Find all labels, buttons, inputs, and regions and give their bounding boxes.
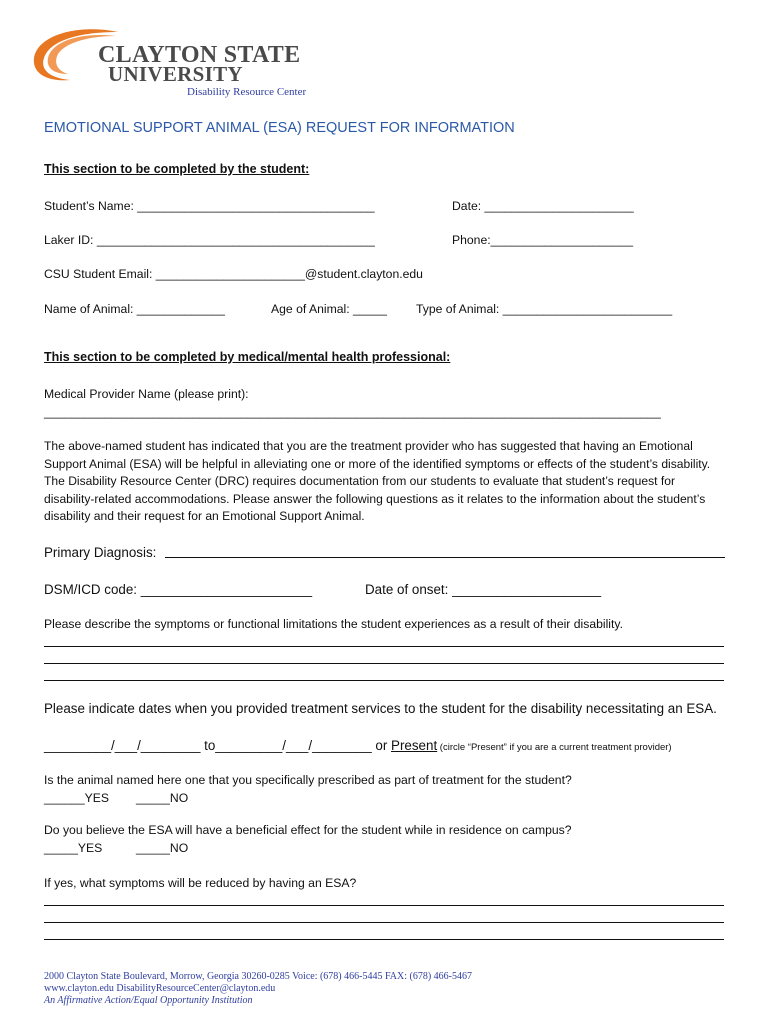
- present-option[interactable]: Present: [391, 738, 438, 753]
- reduced-symptoms-question: If yes, what symptoms will be reduced by having an ESA?: [44, 876, 357, 890]
- instructions-paragraph: The above-named student has indicated that you are the treatment provider who has suggested that having an Emotional Support Animal (ESA) will be helpful in alleviating one or more of the identified symptoms or effects of the student’s disability. The Disability Resource Center (DRC) requires documentation from our students to evaluate that student’s request for disability-related accommodations. Please answer the following questions as it relates to the information about the student’s disability and their request for an Emotional Support Animal.: [44, 439, 711, 524]
- department-name: Disability Resource Center: [187, 86, 307, 98]
- laker-id-field[interactable]: Laker ID: _________________________________________: [44, 233, 375, 247]
- dsm-code-field[interactable]: DSM/ICD code: _______________________: [44, 582, 313, 597]
- present-note: (circle “Present” if you are a current treatment provider): [437, 742, 672, 753]
- primary-diagnosis-field[interactable]: [165, 557, 725, 558]
- student-name-field[interactable]: Student’s Name: ___________________________________: [44, 199, 375, 213]
- phone-field[interactable]: Phone:_____________________: [452, 233, 633, 247]
- prescribed-question: Is the animal named here one that you specifically prescribed as part of treatment for the student?: [44, 773, 572, 787]
- reduced-answer-line-2[interactable]: [44, 922, 724, 923]
- provider-name-field[interactable]: ___________________________________________________________________________________________: [44, 405, 661, 419]
- animal-name-field[interactable]: Name of Animal: _____________: [44, 302, 225, 316]
- footer-web-email: www.clayton.edu DisabilityResourceCenter@clayton.edu: [44, 983, 276, 994]
- provider-section-heading: This section to be completed by medical/mental health professional:: [44, 350, 451, 364]
- provider-name-label: Medical Provider Name (please print):: [44, 387, 249, 401]
- student-section-heading: This section to be completed by the student:: [44, 162, 310, 176]
- benefit-question: Do you believe the ESA will have a beneficial effect for the student while in residence on campus?: [44, 823, 572, 837]
- primary-diagnosis-label: Primary Diagnosis:: [44, 545, 157, 560]
- footer-eo-statement: An Affirmative Action/Equal Opportunity Institution: [44, 995, 253, 1006]
- benefit-no-option[interactable]: _____NO: [136, 841, 189, 855]
- symptoms-answer-line-2[interactable]: [44, 663, 724, 664]
- treatment-dates-fields[interactable]: _________/___/________ to_________/___/________ or: [44, 738, 392, 753]
- prescribed-no-option[interactable]: _____NO: [136, 791, 189, 805]
- date-of-onset-field[interactable]: Date of onset: ____________________: [365, 582, 602, 597]
- reduced-answer-line-1[interactable]: [44, 905, 724, 906]
- symptoms-question: Please describe the symptoms or functional limitations the student experiences as a result of their disability.: [44, 617, 623, 631]
- animal-type-field[interactable]: Type of Animal: _________________________: [416, 302, 673, 316]
- footer-address: 2000 Clayton State Boulevard, Morrow, Georgia 30260-0285 Voice: (678) 466-5445 FAX: (678) 466-5467: [44, 971, 473, 982]
- date-field[interactable]: Date: ______________________: [452, 199, 634, 213]
- logo-text-line2: UNIVERSITY: [108, 62, 243, 86]
- form-title: EMOTIONAL SUPPORT ANIMAL (ESA) REQUEST FOR INFORMATION: [44, 120, 515, 136]
- treatment-dates-question: Please indicate dates when you provided treatment services to the student for the disability necessitating an ESA.: [44, 701, 717, 716]
- benefit-yes-option[interactable]: _____YES: [44, 841, 103, 855]
- prescribed-yes-option[interactable]: ______YES: [44, 791, 110, 805]
- reduced-answer-line-3[interactable]: [44, 939, 724, 940]
- student-email-field[interactable]: CSU Student Email: ______________________@student.clayton.edu: [44, 267, 423, 281]
- treatment-dates-line[interactable]: [44, 738, 672, 753]
- symptoms-answer-line-3[interactable]: [44, 680, 724, 681]
- symptoms-answer-line-1[interactable]: [44, 646, 724, 647]
- logo-text-line1: CLAYTON STATE: [98, 42, 301, 68]
- animal-age-field[interactable]: Age of Animal: _____: [271, 302, 387, 316]
